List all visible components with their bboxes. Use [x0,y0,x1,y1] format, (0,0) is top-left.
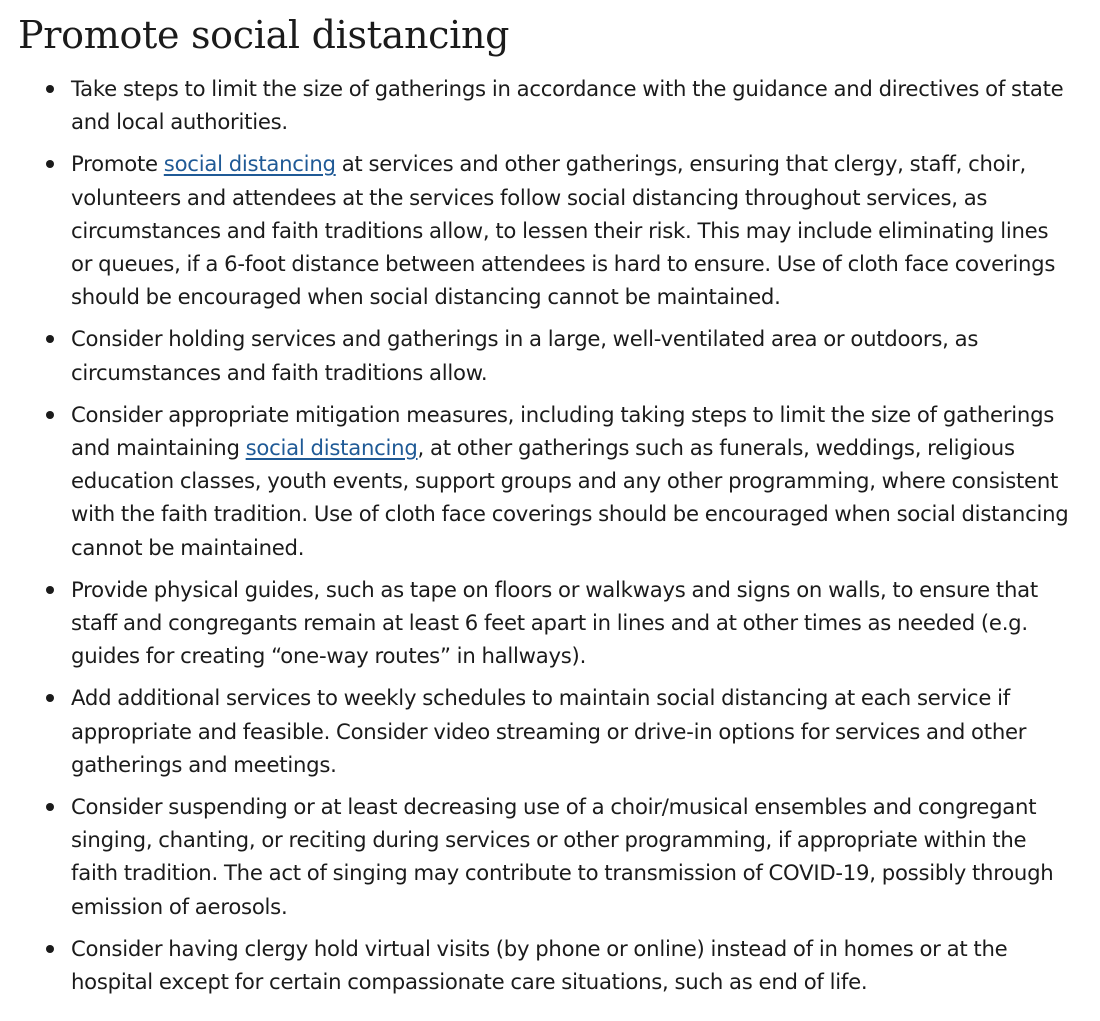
social-distancing-link[interactable]: social distancing [163,151,336,177]
list-item-text: volunteers and attendees at the services follow social distancing throughout services, as [71,184,988,210]
content-section [18,0,1088,1007]
list-item-text: guides for creating “one-way routes” in hallways). [71,643,587,669]
bullet-icon [46,694,54,702]
list-item-text: with the faith tradition. Use of cloth face coverings should be encouraged when social distancing [71,501,1069,527]
list-item-text: faith tradition. The act of singing may contribute to transmission of COVID-19, possibly through [71,860,1054,886]
list-item-text: singing, chanting, or reciting during services or other programming, if appropriate within the [71,827,1027,853]
text-fragment: Promote [71,151,164,177]
list-item-text: staff and congregants remain at least 6 feet apart in lines and at other times as needed (e.g. [71,610,1028,636]
list-item-text: Consider holding services and gatherings in a large, well-ventilated area or outdoors, as [71,326,979,352]
bullet-icon [46,586,54,594]
social-distancing-link[interactable]: social distancing [245,435,418,461]
list-item-text: emission of aerosols. [71,893,288,919]
guidance-list [18,72,1088,998]
bullet-icon [46,335,54,343]
list-item [18,573,1088,673]
bullet-icon [46,945,54,953]
text-fragment: at services and other gatherings, ensuring that clergy, staff, choir, [335,151,1026,177]
list-item [18,147,1088,313]
bullet-icon [46,160,54,168]
text-fragment: , at other gatherings such as funerals, weddings, religious [417,435,1015,461]
list-item-text: Consider appropriate mitigation measures, including taking steps to limit the size of gatherings [71,401,1055,427]
list-item [18,72,1088,138]
list-item-text: should be encouraged when social distancing cannot be maintained. [71,284,781,310]
list-item-text: appropriate and feasible. Consider video streaming or drive-in options for services and other [71,718,1027,744]
list-item-text: circumstances and faith traditions allow, to lessen their risk. This may include eliminating lines [71,217,1049,243]
list-item-text: hospital except for certain compassionate care situations, such as end of life. [71,969,868,995]
bullet-icon [46,85,54,93]
list-item-text: Consider having clergy hold virtual visits (by phone or online) instead of in homes or at the [71,935,1008,961]
list-item-text: Consider suspending or at least decreasing use of a choir/musical ensembles and congregant [71,794,1037,820]
list-item-text: circumstances and faith traditions allow. [71,359,488,385]
list-item-text: Provide physical guides, such as tape on floors or walkways and signs on walls, to ensure that [71,576,1038,602]
list-item-text: or queues, if a 6-foot distance between attendees is hard to ensure. Use of cloth face coverings [71,251,1056,277]
list-item-text: gatherings and meetings. [71,751,337,777]
list-item [18,932,1088,998]
list-item [18,790,1088,923]
list-item [18,398,1088,564]
section-title: Promote social distancing [18,13,510,57]
list-item-text: cannot be maintained. [71,534,305,560]
list-item-text: Add additional services to weekly schedules to maintain social distancing at each service if [71,685,1010,711]
list-item-text: and local authorities. [71,109,288,135]
list-item [18,322,1088,388]
list-item-text [71,147,1088,180]
list-item [18,681,1088,781]
text-fragment: and maintaining [71,435,246,461]
list-item-text: education classes, youth events, support groups and any other programming, where consistent [71,468,1059,494]
bullet-icon [46,803,54,811]
list-item-text [71,431,1088,464]
list-item-text: Take steps to limit the size of gatherings in accordance with the guidance and directives of state [71,76,1064,101]
bullet-icon [46,411,54,419]
